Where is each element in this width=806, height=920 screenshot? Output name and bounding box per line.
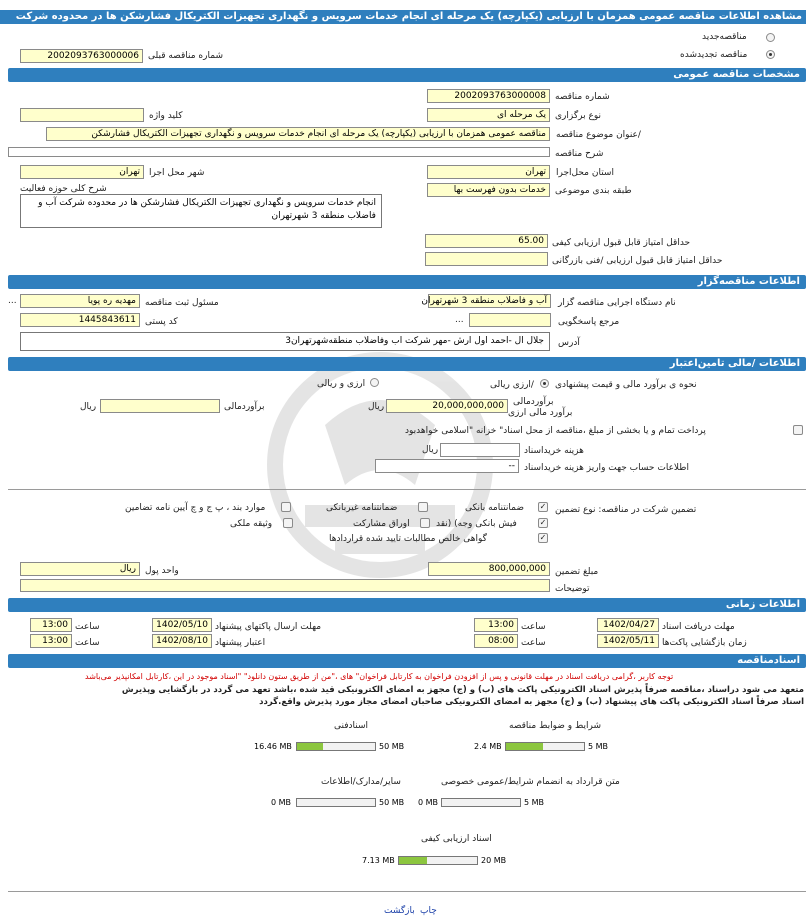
subject-label: /عنوان موضوع مناقصه	[556, 130, 641, 140]
open-date-field[interactable]: 1402/05/11	[597, 634, 659, 648]
estimate-field[interactable]: 20,000,000,000	[386, 399, 508, 413]
checkbox-bonds[interactable]	[420, 518, 430, 528]
registrar-label: مسئول ثبت مناقصه	[145, 298, 219, 308]
prev-number-label: شماره مناقصه قبلی	[148, 51, 223, 61]
property-label: وثیقه ملکی	[230, 519, 273, 529]
file-technical-label: اسنادفنی	[334, 721, 369, 731]
file-technical-size: 16.46 MB	[254, 742, 292, 751]
file-quality-label: اسناد ارزیابی کیفی	[421, 834, 492, 844]
receive-label: مهلت دریافت اسناد	[662, 622, 735, 632]
receive-date-field[interactable]: 1402/04/27	[597, 618, 659, 632]
back-link[interactable]: بازگشت	[384, 906, 415, 916]
city-label: شهر محل اجرا	[149, 168, 205, 178]
section-docs-header: اسنادمناقصه	[8, 654, 806, 668]
keyword-label: کلید واژه	[149, 111, 183, 121]
guarantee-amount-label: مبلغ تضمین	[555, 567, 599, 577]
notes-field[interactable]	[20, 579, 550, 592]
file-quality-size: 7.13 MB	[362, 856, 395, 865]
description-field[interactable]	[8, 147, 550, 157]
city-field[interactable]: تهران	[20, 165, 144, 179]
tender-number-field[interactable]: 2002093763000008	[427, 89, 550, 103]
treasury-checkbox[interactable]	[793, 425, 803, 435]
send-time-field[interactable]: 13:00	[30, 618, 72, 632]
file-contract-label: متن قرارداد به انضمام شرایط/عمومی خصوصی	[441, 777, 620, 787]
file-conditions-size: 2.4 MB	[474, 742, 502, 751]
tender-number-label: شماره مناقصه	[555, 92, 610, 102]
estimate-label: برآوردمالی	[513, 397, 554, 407]
subject-field[interactable]: مناقصه عمومی همزمان با ارزیابی (یکپارچه) یک مرحله ای انجام خدمات سرویس و نگهداری تجهیزات الکتریکال فشارشکن	[46, 127, 550, 141]
notes-label: توضیحات	[555, 584, 590, 594]
file-other-progress	[296, 798, 376, 807]
page-title: مشاهده اطلاعات مناقصه عمومی همزمان با ارزیابی (یکپارچه) یک مرحله ای انجام خدمات سرویس و نگهداری تجهیزات الکتریکال فشارشکن ها در محدوده شرکت	[15, 11, 802, 22]
keyword-field[interactable]	[20, 108, 144, 122]
radio-renewed-tender[interactable]	[766, 50, 775, 59]
nonbank-guarantee-label: ضمانتنامه غیربانکی	[326, 503, 398, 513]
send-label: مهلت ارسال پاکتهای پیشنهاد	[215, 622, 322, 632]
estimate2-label: برآوردمالی	[224, 402, 265, 412]
estimate-unit: ریال	[368, 402, 385, 412]
min-tech-label: حداقل امتیاز قابل قبول ارزیابی /فنی بازرگانی	[552, 256, 723, 266]
estimate2-unit: ریال	[80, 402, 97, 412]
currency-label: واحد پول	[145, 566, 179, 576]
device-label: نام دستگاه اجرایی مناقصه گزار	[558, 298, 676, 308]
radio-rial[interactable]	[540, 379, 549, 388]
section-finance-header: اطلاعات /مالی تامین‌اعتبار	[8, 357, 806, 371]
footer-divider	[8, 891, 806, 892]
radio-new-tender[interactable]	[766, 33, 775, 42]
section-organizer-header: اطلاعات مناقصه‌گزار	[8, 275, 806, 289]
file-other-label: سایر/مدارک/اطلاعات	[321, 777, 401, 787]
checkbox-receivables[interactable]: ✓	[539, 533, 547, 542]
registrar-more[interactable]: ...	[8, 296, 17, 306]
account-field[interactable]: --	[375, 459, 519, 473]
activity-box[interactable]: انجام خدمات سرویس و نگهداری تجهیزات الکتریکال فشارشکن ها در محدوده شرکت آب و فاضلاب منطقه 3 شهرتهران	[20, 194, 382, 228]
bank-guarantee-label: ضمانتنامه بانکی	[465, 503, 524, 513]
estimate-fx-label: برآورد مالی ارزی	[508, 408, 573, 418]
estimate-method-label: نحوه ی برآورد مالی و قیمت پیشنهادی	[555, 380, 697, 390]
file-quality-max: 20 MB	[481, 856, 507, 865]
send-date-field[interactable]: 1402/05/10	[152, 618, 212, 632]
validity-time-label: ساعت	[75, 638, 100, 648]
checkbox-nonbank-guarantee[interactable]	[418, 502, 428, 512]
radio-rial-label: /ارزی ریالی	[490, 380, 534, 390]
docs-notice-bold-2: اسناد صرفاً اسناد الکترونیکی پاکت های پیشنهاد (ب) و (ج) مجهز به امضای الکترونیکی صاحبان امضای مجاز مورد پذیرش واقع.گردد	[259, 697, 804, 707]
file-quality-fill	[399, 857, 427, 864]
doc-cost-label: هزینه خریداسناد	[524, 446, 584, 456]
docs-notice-bold-1: متعهد می شود دراسناد ،مناقصه صرفاً پذیرش اسناد الکترونیکی پاکت های (ب) و (ج) مجهز به امضای الکترونیکی قید شده ،باشد تعهد می گردد در بازگشایی وپذیرش	[121, 685, 804, 695]
address-box[interactable]: جلال ال -احمد اول ارش -مهر شرکت اب وفاضلاب منطقه‌شهرتهران3	[20, 332, 550, 351]
file-conditions-label: شرایط و ضوابط مناقصه	[509, 721, 602, 731]
file-conditions-progress	[505, 742, 585, 751]
checkbox-property[interactable]	[283, 518, 293, 528]
file-technical-max: 50 MB	[379, 742, 405, 751]
postal-field[interactable]: 1445843611	[20, 313, 140, 327]
reference-field[interactable]	[469, 313, 551, 327]
file-other-max: 50 MB	[379, 798, 405, 807]
prev-number-field[interactable]: 2002093763000006	[20, 49, 143, 63]
receive-time-field[interactable]: 13:00	[474, 618, 518, 632]
file-quality-progress	[398, 856, 478, 865]
print-link[interactable]: چاپ	[420, 906, 437, 916]
validity-date-field[interactable]: 1402/08/10	[152, 634, 212, 648]
guarantee-amount-field[interactable]: 800,000,000	[428, 562, 550, 576]
file-conditions-fill	[506, 743, 543, 750]
guarantee-type-label: تضمین شرکت در مناقصه: نوع تضمین	[555, 505, 697, 515]
receive-time-label: ساعت	[521, 622, 546, 632]
address-label: آدرس	[558, 338, 580, 348]
province-field[interactable]: تهران	[427, 165, 550, 179]
checkbox-bank-guarantee[interactable]: ✓	[539, 502, 547, 511]
treasury-label: پرداخت تمام و یا بخشی از مبلغ ،مناقصه از محل اسناد" خزانه "اسلامی خواهد‌بود	[405, 426, 706, 436]
registrar-field[interactable]: مهدیه ره پویا	[20, 294, 140, 308]
validity-label: اعتبار پیشنهاد	[215, 638, 266, 648]
file-contract-size: 0 MB	[418, 798, 439, 807]
radio-fx-rial-label: ارزی و ریالی	[317, 379, 366, 389]
min-tech-field[interactable]	[425, 252, 548, 266]
radio-fx-rial[interactable]	[370, 378, 379, 387]
reference-more[interactable]: ...	[455, 315, 464, 325]
province-label: استان محل‌اجرا	[556, 168, 614, 178]
receivables-label: گواهی خالص مطالبات تایید شده قراردادها	[329, 534, 487, 544]
estimate2-field[interactable]	[100, 399, 220, 413]
send-time-label: ساعت	[75, 622, 100, 632]
account-label: اطلاعات حساب جهت واریز هزینه خریداسناد	[524, 463, 689, 473]
file-other-size: 0 MB	[271, 798, 292, 807]
validity-time-field[interactable]: 13:00	[30, 634, 72, 648]
min-quality-field[interactable]: 65.00	[425, 234, 548, 248]
activity-label: شرح کلی حوزه فعالیت	[20, 184, 107, 194]
bank-receipt-label: فیش بانکی وجه) (نقد	[436, 519, 517, 529]
open-time-field[interactable]: 08:00	[474, 634, 518, 648]
articles-label: موارد بند ، پ ج و چ آیین نامه تضامین	[125, 503, 266, 513]
section-timing-header: اطلاعات زمانی	[8, 598, 806, 612]
docs-notice-red: توجه کاربر ،گرامی دریافت اسناد در مهلت قانونی و پس از افزودن فراخوان به کارتابل فراخوان" های ،"من از طریق ستون دانلود" "اسناد موجود در این ،کارتابل امکانپذیر می‌باشد	[85, 672, 674, 681]
description-label: شرح مناقصه	[555, 149, 604, 159]
open-time-label: ساعت	[521, 638, 546, 648]
radio-new-label: مناقصه‌جدید	[702, 32, 747, 42]
bonds-label: اوراق مشارکت	[353, 519, 410, 529]
file-contract-progress	[441, 798, 521, 807]
tender-type-field[interactable]: یک مرحله ای	[427, 108, 550, 122]
category-field[interactable]: خدمات بدون فهرست بها	[427, 183, 550, 197]
min-quality-label: حداقل امتیاز قابل قبول ارزیابی کیفی	[552, 238, 691, 248]
file-technical-progress	[296, 742, 376, 751]
file-technical-fill	[297, 743, 323, 750]
radio-renewed-label: مناقصه تجدیدشده	[680, 50, 748, 60]
page-title-bar	[0, 10, 806, 24]
checkbox-articles[interactable]	[281, 502, 291, 512]
open-label: زمان بازگشایی پاکت‌ها	[662, 638, 747, 648]
postal-label: کد پستی	[145, 317, 178, 327]
device-field[interactable]: آب و فاضلاب منطقه 3 شهرتهران	[428, 294, 551, 308]
file-conditions-max: 5 MB	[588, 742, 609, 751]
category-label: طبقه بندی موضوعی	[555, 186, 632, 196]
doc-cost-field[interactable]	[440, 443, 520, 457]
tender-type-label: نوع برگزاری	[555, 111, 601, 121]
file-contract-max: 5 MB	[524, 798, 545, 807]
reference-label: مرجع پاسخگویی	[558, 317, 620, 327]
checkbox-bank-receipt[interactable]: ✓	[539, 518, 547, 527]
doc-cost-unit: ریال	[422, 445, 439, 455]
divider	[8, 489, 806, 490]
currency-field[interactable]: ریال	[20, 562, 140, 576]
section-general-header: مشخصات مناقصه عمومی	[8, 68, 806, 82]
